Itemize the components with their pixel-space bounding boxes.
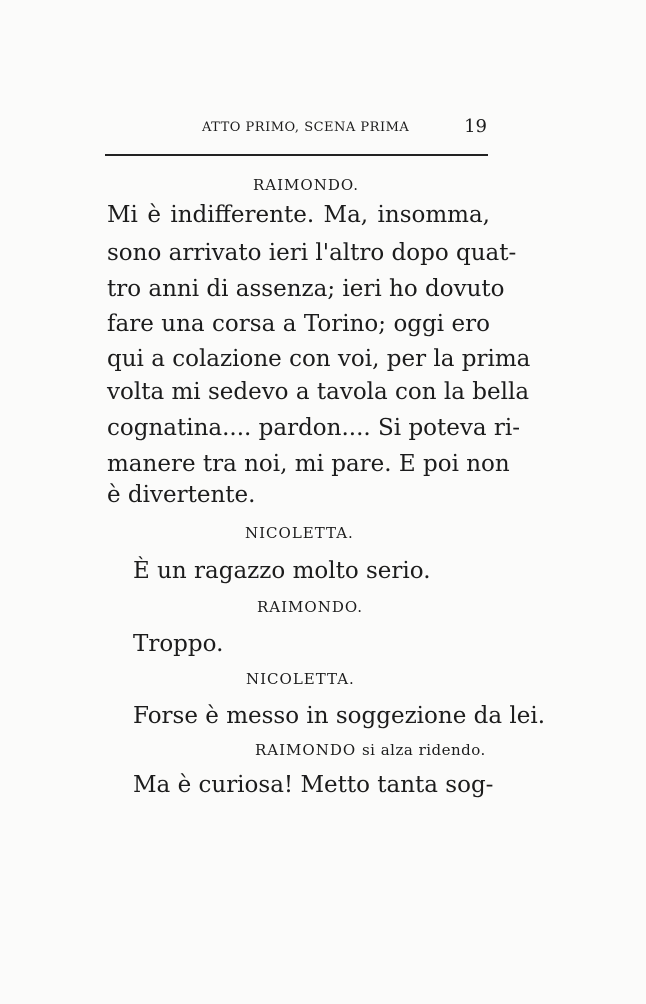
page-number: 19 (464, 116, 487, 137)
text-line: qui a colazione con voi, per la prima (107, 346, 531, 372)
speaker-name: RAIMONDO (255, 741, 357, 759)
text-line: volta mi sedevo a tavola con la bella (107, 379, 530, 405)
speaker-raimondo: RAIMONDO. (257, 598, 364, 616)
running-title: ATTO PRIMO, SCENA PRIMA (202, 120, 410, 135)
direction-text: si alza ridendo. (361, 741, 486, 759)
text-line: cognatina.... pardon.... Si poteva ri- (107, 415, 521, 441)
text-line: manere tra noi, mi pare. E poi non (107, 451, 510, 477)
text-line: sono arrivato ieri l'altro dopo quat- (107, 240, 517, 266)
header-rule (105, 154, 488, 156)
speaker-nicoletta: NICOLETTA. (245, 524, 354, 542)
text-line: Ma è curiosa! Metto tanta sog- (133, 772, 494, 798)
text-line: fare una corsa a Torino; oggi ero (107, 311, 490, 337)
speaker-raimondo: RAIMONDO. (253, 176, 360, 194)
speaker-nicoletta: NICOLETTA. (246, 670, 355, 688)
text-line: Mi è indifferente. Ma, insomma, (107, 202, 490, 228)
text-line: Forse è messo in soggezione da lei. (133, 703, 546, 729)
stage-direction (255, 741, 486, 759)
text-line: Troppo. (133, 631, 224, 657)
text-line: è divertente. (107, 482, 256, 508)
text-line: tro anni di assenza; ieri ho dovuto (107, 276, 505, 302)
page-header (107, 118, 487, 140)
text-line: È un ragazzo molto serio. (133, 558, 431, 584)
